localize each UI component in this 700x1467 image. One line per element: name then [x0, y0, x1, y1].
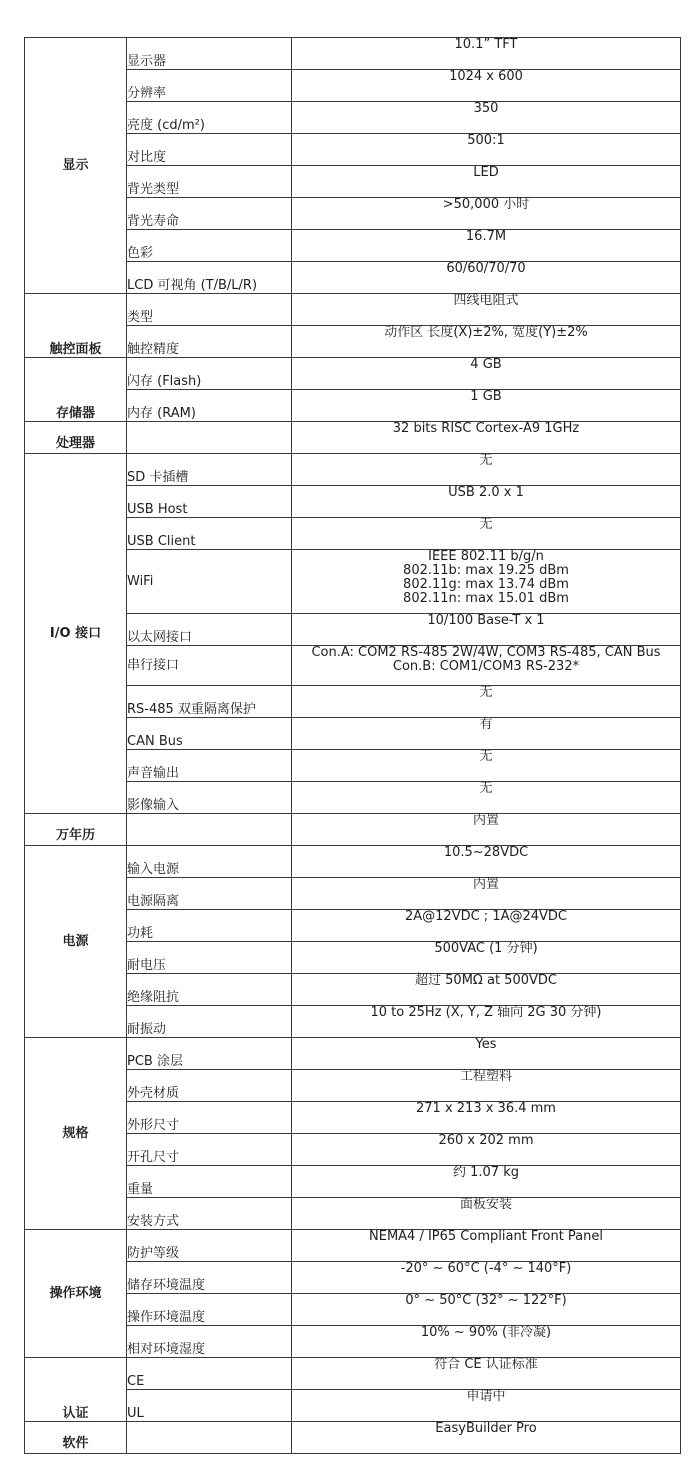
- spec-label: 安装方式: [127, 1198, 292, 1230]
- spec-value: >50,000 小时: [292, 198, 681, 230]
- spec-label: PCB 涂层: [127, 1038, 292, 1070]
- spec-value: 无: [292, 454, 681, 486]
- spec-label: 操作环境温度: [127, 1294, 292, 1326]
- spec-value: LED: [292, 166, 681, 198]
- category-cell: 处理器: [25, 422, 127, 454]
- spec-value: 内置: [292, 878, 681, 910]
- category-cell: 存储器: [25, 358, 127, 422]
- spec-value: 271 x 213 x 36.4 mm: [292, 1102, 681, 1134]
- spec-label: [127, 814, 292, 846]
- spec-label: 串行接口: [127, 646, 292, 686]
- spec-row: [25, 358, 681, 390]
- spec-label: RS-485 双重隔离保护: [127, 686, 292, 718]
- spec-label: 类型: [127, 294, 292, 326]
- spec-row: [25, 1230, 681, 1262]
- spec-label: 绝缘阻抗: [127, 974, 292, 1006]
- category-cell: 万年历: [25, 814, 127, 846]
- spec-value: Yes: [292, 1038, 681, 1070]
- spec-label: 电源隔离: [127, 878, 292, 910]
- spec-value: 32 bits RISC Cortex-A9 1GHz: [292, 422, 681, 454]
- spec-label: UL: [127, 1390, 292, 1422]
- spec-value: 无: [292, 686, 681, 718]
- spec-label: USB Client: [127, 518, 292, 550]
- spec-value: Con.A: COM2 RS-485 2W/4W, COM3 RS-485, CAN Bus Con.B: COM1/COM3 RS-232*: [292, 646, 681, 686]
- spec-label: 耐振动: [127, 1006, 292, 1038]
- spec-label: 分辨率: [127, 70, 292, 102]
- spec-label: 背光寿命: [127, 198, 292, 230]
- spec-value: 申请中: [292, 1390, 681, 1422]
- spec-label: 影像输入: [127, 782, 292, 814]
- spec-row: [25, 1038, 681, 1070]
- spec-value: 16.7M: [292, 230, 681, 262]
- spec-row: [25, 454, 681, 486]
- spec-label: 显示器: [127, 38, 292, 70]
- spec-value: USB 2.0 x 1: [292, 486, 681, 518]
- spec-value: 无: [292, 750, 681, 782]
- spec-label: 耐电压: [127, 942, 292, 974]
- spec-value: 10/100 Base-T x 1: [292, 614, 681, 646]
- spec-label: 功耗: [127, 910, 292, 942]
- spec-label: 对比度: [127, 134, 292, 166]
- spec-value: 10.1” TFT: [292, 38, 681, 70]
- spec-value: 350: [292, 102, 681, 134]
- spec-value: 260 x 202 mm: [292, 1134, 681, 1166]
- spec-label: SD 卡插槽: [127, 454, 292, 486]
- spec-label: 防护等级: [127, 1230, 292, 1262]
- spec-label: 声音输出: [127, 750, 292, 782]
- spec-value: 超过 50MΩ at 500VDC: [292, 974, 681, 1006]
- spec-label: 储存环境温度: [127, 1262, 292, 1294]
- spec-label: 重量: [127, 1166, 292, 1198]
- spec-value: 无: [292, 782, 681, 814]
- spec-row: [25, 1422, 681, 1454]
- spec-label: 外壳材质: [127, 1070, 292, 1102]
- spec-label: WiFi: [127, 550, 292, 614]
- spec-value: 无: [292, 518, 681, 550]
- spec-value: 约 1.07 kg: [292, 1166, 681, 1198]
- category-cell: 软件: [25, 1422, 127, 1454]
- spec-value: 内置: [292, 814, 681, 846]
- spec-value: 1024 x 600: [292, 70, 681, 102]
- category-cell: 触控面板: [25, 294, 127, 358]
- spec-value: 10% ~ 90% (非冷凝): [292, 1326, 681, 1358]
- spec-value: 四线电阻式: [292, 294, 681, 326]
- spec-value: 2A@12VDC ; 1A@24VDC: [292, 910, 681, 942]
- category-cell: 认证: [25, 1358, 127, 1422]
- spec-value: -20° ~ 60°C (-4° ~ 140°F): [292, 1262, 681, 1294]
- spec-value: 动作区 长度(X)±2%, 宽度(Y)±2%: [292, 326, 681, 358]
- spec-label: [127, 422, 292, 454]
- spec-value: IEEE 802.11 b/g/n 802.11b: max 19.25 dBm 802.11g: max 13.74 dBm 802.11n: max 15.01 dBm: [292, 550, 681, 614]
- spec-label: LCD 可视角 (T/B/L/R): [127, 262, 292, 294]
- spec-label: CE: [127, 1358, 292, 1390]
- spec-row: [25, 1358, 681, 1390]
- category-cell: 规格: [25, 1038, 127, 1230]
- spec-value: EasyBuilder Pro: [292, 1422, 681, 1454]
- spec-row: [25, 422, 681, 454]
- category-cell: 电源: [25, 846, 127, 1038]
- spec-label: USB Host: [127, 486, 292, 518]
- category-cell: 显示: [25, 38, 127, 294]
- spec-value: 有: [292, 718, 681, 750]
- spec-value: NEMA4 / IP65 Compliant Front Panel: [292, 1230, 681, 1262]
- spec-value: 500:1: [292, 134, 681, 166]
- spec-row: [25, 294, 681, 326]
- spec-label: 输入电源: [127, 846, 292, 878]
- spec-row: [25, 814, 681, 846]
- spec-label: 闪存 (Flash): [127, 358, 292, 390]
- spec-label: CAN Bus: [127, 718, 292, 750]
- spec-value: 0° ~ 50°C (32° ~ 122°F): [292, 1294, 681, 1326]
- category-cell: I/O 接口: [25, 454, 127, 814]
- spec-label: [127, 1422, 292, 1454]
- spec-value: 10 to 25Hz (X, Y, Z 轴向 2G 30 分钟): [292, 1006, 681, 1038]
- spec-label: 触控精度: [127, 326, 292, 358]
- spec-value: 4 GB: [292, 358, 681, 390]
- spec-value: 500VAC (1 分钟): [292, 942, 681, 974]
- category-cell: 操作环境: [25, 1230, 127, 1358]
- spec-label: 开孔尺寸: [127, 1134, 292, 1166]
- spec-label: 以太网接口: [127, 614, 292, 646]
- spec-value: 10.5~28VDC: [292, 846, 681, 878]
- spec-label: 外形尺寸: [127, 1102, 292, 1134]
- spec-label: 背光类型: [127, 166, 292, 198]
- spec-row: [25, 38, 681, 70]
- spec-label: 内存 (RAM): [127, 390, 292, 422]
- spec-value: 工程塑料: [292, 1070, 681, 1102]
- spec-label: 亮度 (cd/m²): [127, 102, 292, 134]
- spec-value: 1 GB: [292, 390, 681, 422]
- spec-table: [24, 37, 681, 1454]
- spec-value: 符合 CE 认证标准: [292, 1358, 681, 1390]
- spec-row: [25, 846, 681, 878]
- spec-label: 相对环境湿度: [127, 1326, 292, 1358]
- spec-value: 面板安装: [292, 1198, 681, 1230]
- spec-value: 60/60/70/70: [292, 262, 681, 294]
- spec-label: 色彩: [127, 230, 292, 262]
